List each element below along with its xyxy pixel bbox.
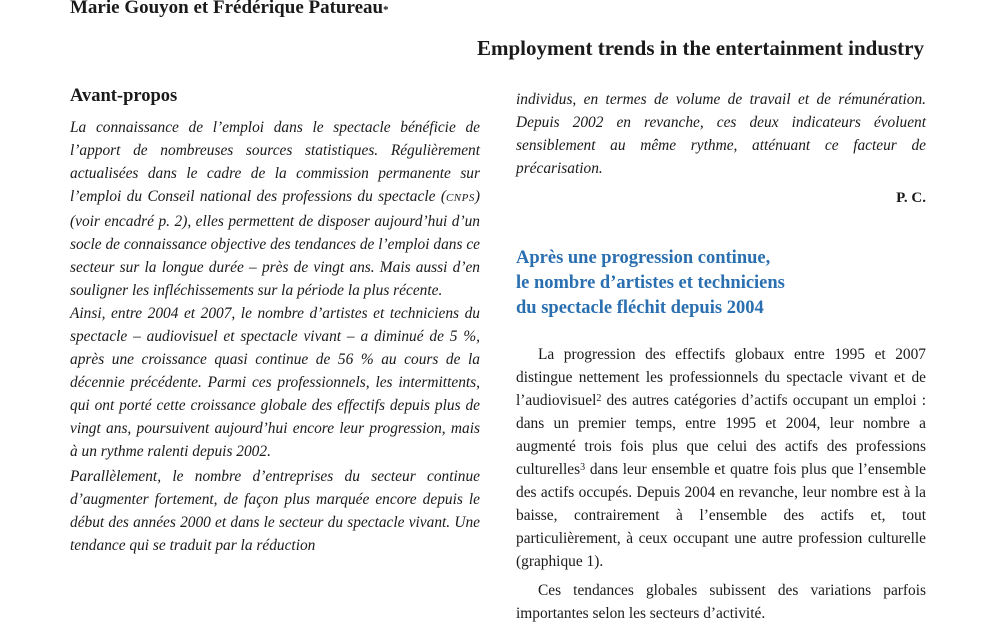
section-heading-line-3: du spectacle fléchit depuis 2004 <box>516 298 764 318</box>
section-body <box>516 343 926 625</box>
authors-names: Marie Gouyon et Frédérique Patureau <box>70 0 384 18</box>
section-heading-line-2: le nombre d’artistes et techniciens <box>516 273 785 293</box>
body-p1-part-a: La progression des effectifs globaux entre 1995 et 2007 distingue nettement les professionnels du spectacle vivant et de l’audiovisuel <box>516 346 926 409</box>
cnps-acronym: CNPS <box>445 192 475 204</box>
body-p1-part-b: des autres catégories d’actifs occupant un emploi : dans un premier temps, entre 1995 et 2004, leur nombre a augmenté trois fois plus que celui des actifs des professions culturelles <box>516 392 926 478</box>
foreword-paragraph-3: Parallèlement, le nombre d’entreprises du secteur continue d’augmenter fortement, de façon plus marquée encore depuis le début des années 2000 et dans le secteur du spectacle vivant. Une tendance qui se traduit par la réduction <box>70 468 480 554</box>
foreword-heading: Avant-propos <box>70 86 178 106</box>
body-p1-part-c: dans leur ensemble et quatre fois plus que l’ensemble des actifs occupés. Depuis 2004 en revanche, leur nombre est à la baisse, contrairement à l’ensemble des actifs et, tout particulièrement, à ceux occupant une autre profession culturelle (graphique 1). <box>516 461 926 570</box>
author-footnote-mark: * <box>383 4 389 16</box>
section-heading-line-1: Après une progression continue, <box>516 248 771 268</box>
body-paragraph-1 <box>516 343 926 573</box>
foreword-continuation <box>516 88 926 180</box>
foreword-p1-part-b: ) (voir encadré p. 2), elles permettent de disposer aujourd’hui d’un socle de connaissance objective des tendances de l’emploi dans ce secteur sur la longue durée – près de vingt ans. Mais aussi d’en souligner les infléchissements sur la période la plus récente. <box>70 188 480 299</box>
foreword-continuation-text: individus, en termes de volume de travail et de rémunération. Depuis 2002 en revanche, ces deux indicateurs évoluent sensiblement au même rythme, atténuant ce facteur de précarisation. <box>516 91 926 177</box>
foreword-paragraph-1 <box>70 116 480 302</box>
foreword-paragraph-2: Ainsi, entre 2004 et 2007, le nombre d’artistes et techniciens du spectacle – audiovisuel et spectacle vivant – a diminué de 5 %, après une croissance quasi continue de 56 % au cours de la décennie précédente. Parmi ces professionnels, les intermittents, qui ont porté cette croissance globale des effectifs depuis plus de vingt ans, poursuivent aujourd’hui encore leur progression, mais à un rythme ralenti depuis 2002. <box>70 305 480 460</box>
footnote-ref-2: 2 <box>596 393 602 404</box>
section-heading-blue <box>516 246 926 321</box>
footnote-ref-3: 3 <box>580 462 586 473</box>
foreword-p1-part-a: La connaissance de l’emploi dans le spectacle bénéficie de l’apport de nombreuses sources statistiques. Régulièrement actualisées dans le cadre de la commission permanente sur l’emploi du Conseil national des professions du spectacle ( <box>70 119 480 205</box>
signature: P. C. <box>896 190 926 206</box>
body-paragraph-2: Ces tendances globales subissent des variations parfois importantes selon les secteurs d’activité. <box>516 582 926 622</box>
right-column <box>516 84 926 625</box>
authors-line <box>70 0 389 20</box>
foreword-body <box>70 116 480 557</box>
left-column <box>70 84 480 557</box>
document-title: Employment trends in the entertainment industry <box>476 36 924 60</box>
